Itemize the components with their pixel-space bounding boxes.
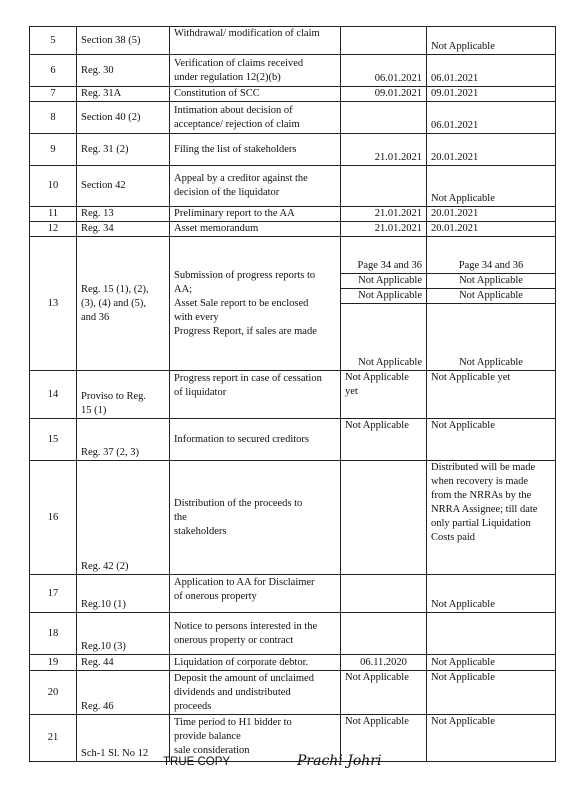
due-date-cell <box>341 461 427 575</box>
sub-status: Not Applicable <box>358 357 422 368</box>
due-date-cell: 21.01.2021 <box>341 222 427 237</box>
activity-cell: Distribution of the proceeds to the stakeholders <box>170 461 341 575</box>
regulation-cell: Reg.10 (1) <box>77 575 170 613</box>
regulation-cell: Reg. 37 (2, 3) <box>77 419 170 461</box>
activity-cell: Withdrawal/ modification of claim <box>170 27 341 55</box>
row-number: 10 <box>30 166 77 207</box>
row-number: 17 <box>30 575 77 613</box>
sub-status: Page 34 and 36 <box>427 237 555 274</box>
regulation-cell: Reg. 34 <box>77 222 170 237</box>
row-number: 6 <box>30 55 77 87</box>
activity-cell: Notice to persons interested in the onerous property or contract <box>170 613 341 655</box>
regulation-cell: Reg. 44 <box>77 655 170 671</box>
regulation-cell: Section 42 <box>77 166 170 207</box>
status-cell: 20.01.2021 <box>427 207 556 222</box>
due-date-cell: 09.01.2021 <box>341 87 427 102</box>
table-row <box>30 655 556 671</box>
status-cell: Not Applicable <box>427 655 556 671</box>
table-row <box>30 613 556 655</box>
due-date-cell: 06.01.2021 <box>341 55 427 87</box>
due-date-cell <box>341 102 427 134</box>
status-cell: Not Applicable <box>427 27 556 55</box>
due-date-cell: Not Applicable <box>341 715 427 762</box>
due-date-cell: 21.01.2021 <box>341 207 427 222</box>
activity-cell: Verification of claims received under regulation 12(2)(b) <box>170 55 341 87</box>
status-cell <box>427 237 556 371</box>
table-row <box>30 222 556 237</box>
row-number: 12 <box>30 222 77 237</box>
liquidation-timeline-table <box>29 26 556 762</box>
table-row <box>30 102 556 134</box>
status-cell: 06.01.2021 <box>427 55 556 87</box>
sub-status: Not Applicable <box>427 274 555 289</box>
activity-cell: Constitution of SCC <box>170 87 341 102</box>
status-cell: Not Applicable <box>427 166 556 207</box>
due-date-cell <box>341 613 427 655</box>
sub-status: Not Applicable <box>341 274 426 289</box>
row-number: 5 <box>30 27 77 55</box>
signature: Prachi Johri <box>297 753 382 769</box>
due-date-cell: 21.01.2021 <box>341 134 427 166</box>
table-row <box>30 55 556 87</box>
sub-status: Not Applicable <box>459 357 523 368</box>
regulation-cell: Reg. 46 <box>77 671 170 715</box>
row-number: 20 <box>30 671 77 715</box>
activity-cell: Deposit the amount of unclaimed dividends and undistributed proceeds <box>170 671 341 715</box>
row-number: 8 <box>30 102 77 134</box>
due-date-cell <box>341 27 427 55</box>
regulation-cell: Section 40 (2) <box>77 102 170 134</box>
due-date-cell: Not Applicable yet <box>341 371 427 419</box>
sub-status: Page 34 and 36 <box>341 237 426 274</box>
regulation-cell: Reg. 31 (2) <box>77 134 170 166</box>
regulation-cell: Proviso to Reg. 15 (1) <box>77 371 170 419</box>
status-cell: Not Applicable <box>427 575 556 613</box>
row-number: 9 <box>30 134 77 166</box>
row-number: 7 <box>30 87 77 102</box>
table-row <box>30 419 556 461</box>
table-row <box>30 671 556 715</box>
activity-cell: Asset memorandum <box>170 222 341 237</box>
table-row <box>30 166 556 207</box>
due-date-cell: Not Applicable <box>341 671 427 715</box>
activity-cell: Appeal by a creditor against the decision of the liquidator <box>170 166 341 207</box>
due-date-cell <box>341 166 427 207</box>
due-date-cell: 06.11.2020 <box>341 655 427 671</box>
due-date-cell <box>341 237 427 371</box>
activity-cell: Submission of progress reports to AA; Asset Sale report to be enclosed with every Progress Report, if sales are made <box>170 237 341 371</box>
activity-cell: Information to secured creditors <box>170 419 341 461</box>
row-number: 11 <box>30 207 77 222</box>
status-cell: Not Applicable <box>427 715 556 762</box>
status-cell: Distributed will be made when recovery is made from the NRRAs by the NRRA Assignee; till date only partial Liquidation Costs paid <box>427 461 556 575</box>
activity-cell: Liquidation of corporate debtor. <box>170 655 341 671</box>
row-number: 19 <box>30 655 77 671</box>
table-row <box>30 371 556 419</box>
status-cell: Not Applicable yet <box>427 371 556 419</box>
row-number: 14 <box>30 371 77 419</box>
activity-cell: Preliminary report to the AA <box>170 207 341 222</box>
activity-cell: Intimation about decision of acceptance/ rejection of claim <box>170 102 341 134</box>
regulation-cell: Sch-1 Sl. No 12 <box>77 715 170 762</box>
due-date-cell <box>341 575 427 613</box>
row-number: 21 <box>30 715 77 762</box>
table-row <box>30 237 556 371</box>
table-row <box>30 715 556 762</box>
status-cell: Not Applicable <box>427 419 556 461</box>
status-cell: 06.01.2021 <box>427 102 556 134</box>
status-cell: 20.01.2021 <box>427 134 556 166</box>
regulation-cell: Section 38 (5) <box>77 27 170 55</box>
row-number: 13 <box>30 237 77 371</box>
status-cell: 20.01.2021 <box>427 222 556 237</box>
status-cell: Not Applicable <box>427 671 556 715</box>
table-row <box>30 207 556 222</box>
table-row <box>30 575 556 613</box>
table-row <box>30 461 556 575</box>
table-row <box>30 87 556 102</box>
regulation-cell: Reg. 31A <box>77 87 170 102</box>
activity-cell: Filing the list of stakeholders <box>170 134 341 166</box>
regulation-cell: Reg. 42 (2) <box>77 461 170 575</box>
regulation-cell: Reg.10 (3) <box>77 613 170 655</box>
true-copy-caption: TRUE COPY <box>163 756 231 768</box>
regulation-cell: Reg. 15 (1), (2), (3), (4) and (5), and 36 <box>77 237 170 371</box>
status-cell <box>427 613 556 655</box>
table-row <box>30 134 556 166</box>
activity-cell: Time period to H1 bidder to provide balance sale consideration <box>170 715 341 762</box>
table-row <box>30 27 556 55</box>
row-number: 18 <box>30 613 77 655</box>
sub-status: Not Applicable <box>427 289 555 304</box>
regulation-cell: Reg. 13 <box>77 207 170 222</box>
activity-cell: Progress report in case of cessation of liquidator <box>170 371 341 419</box>
activity-cell: Application to AA for Disclaimer of onerous property <box>170 575 341 613</box>
row-number: 16 <box>30 461 77 575</box>
sub-status: Not Applicable <box>341 289 426 304</box>
regulation-cell: Reg. 30 <box>77 55 170 87</box>
row-number: 15 <box>30 419 77 461</box>
due-date-cell: Not Applicable <box>341 419 427 461</box>
status-cell: 09.01.2021 <box>427 87 556 102</box>
